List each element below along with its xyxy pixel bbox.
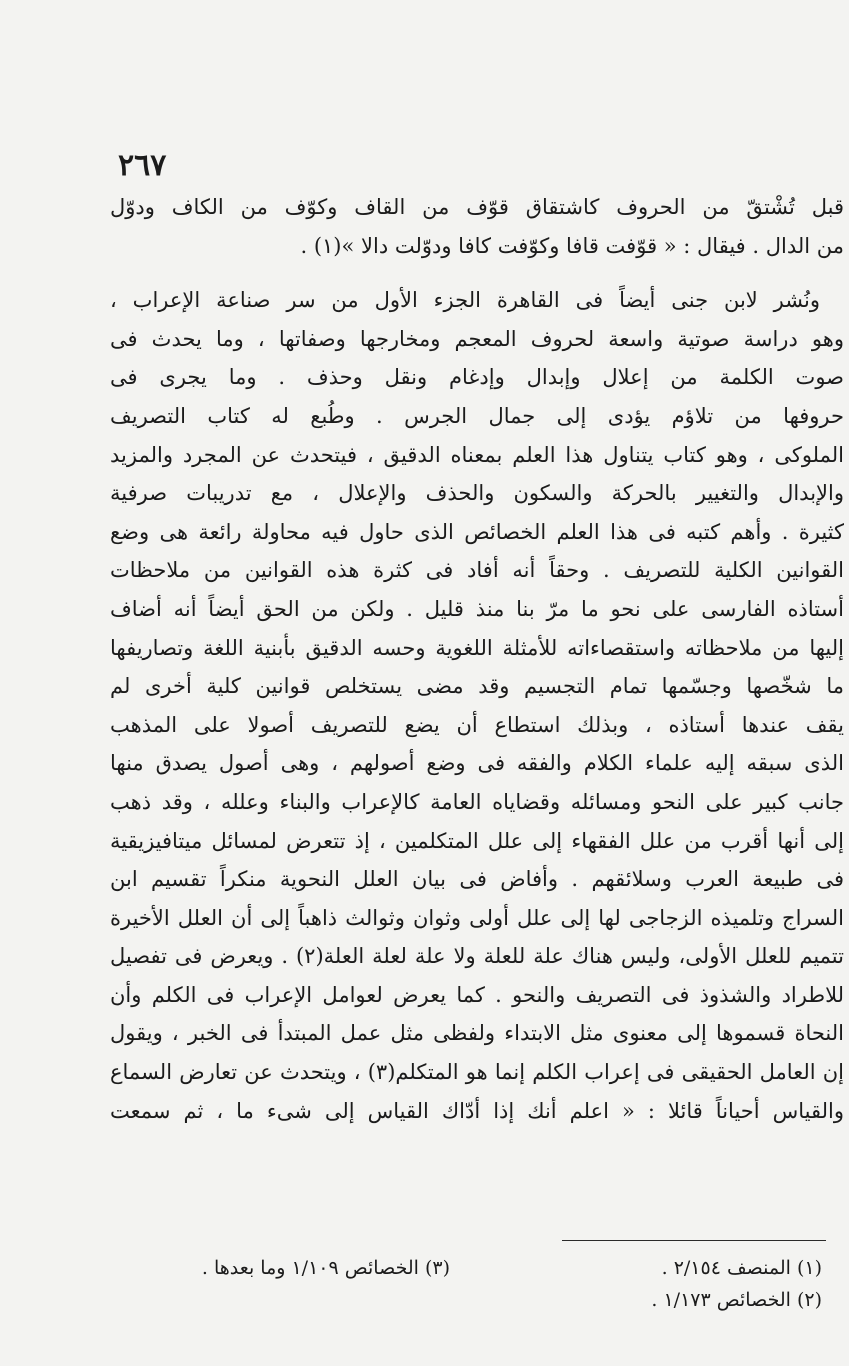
text-line: من الدال . فيقال : « قوّفت قافا وكوّفت كافا ودوّلت دالا »(١) . [300, 233, 844, 258]
text-line: جانب كبير على النحو ومسائله وقضاياه العامة كالإعراب والبناء وعلله ، وقد ذهب [110, 789, 844, 814]
paragraph-gap [110, 265, 844, 281]
text-line: إليها من ملاحظاته واستقصاءاته للأمثلة اللغوية وحسه الدقيق بأبنية اللغة وتصاريفها [110, 635, 844, 660]
footnote-1: (١) المنصف ٢/١٥٤ . [661, 1257, 822, 1279]
text-line: حروفها من تلاؤم يؤدى إلى جمال الجرس . وطُبع له كتاب التصريف [110, 403, 844, 428]
text-line: والإبدال والتغيير بالحركة والسكون والحذف والإعلال ، مع تدريبات صرفية [110, 481, 844, 506]
text-line: إن العامل الحقيقى فى إعراب الكلم إنما هو المتكلم(٣) ، ويتحدث عن تعارض السماع [110, 1060, 844, 1085]
page-number: ٢٦٧ [118, 148, 167, 183]
text-line: ما شخّصها وجسّمها تمام التجسيم وقد مضى يستخلص قوانين كلية أخرى لم [110, 674, 844, 699]
footnote-3: (٣) الخصائص ١/١٠٩ وما بعدها . [201, 1257, 450, 1279]
text-line: إلى أنها أقرب من علل الفقهاء إلى علل المتكلمين ، إذ تتعرض لمسائل ميتافيزيقية [110, 828, 844, 853]
text-line: تتميم للعلل الأولى، وليس هناك علة للعلة ولا علة لعلة العلة(٢) . ويعرض فى تفصيل [110, 944, 844, 969]
text-line: وهو دراسة صوتية واسعة لحروف المعجم ومخارجها وصفاتها ، وما يحدث فى [110, 326, 844, 351]
text-line: القوانين الكلية للتصريف . وحقاً أنه أفاد فى كثرة هذه القوانين من ملاحظات [110, 558, 844, 583]
text-line: فى طبيعة العرب وسلائقهم . وأفاض فى بيان العلل النحوية منكراً تقسيم ابن [110, 867, 844, 892]
text-line: يقف عندها أستاذه ، وبذلك استطاع أن يضع للتصريف أصولا على المذهب [110, 712, 844, 737]
text-line: الملوكى ، وهو كتاب يتناول هذا العلم بمعناه الدقيق ، فيتحدث عن المجرد والمزيد [110, 442, 844, 467]
text-line: كثيرة . وأهم كتبه فى هذا العلم الخصائص الذى حاول فيه محاولة رائعة هى وضع [110, 519, 844, 544]
text-line: للاطراد والشذوذ فى التصريف والنحو . كما يعرض لعوامل الإعراب فى الكلم وأن [110, 982, 844, 1007]
footnote-separator [562, 1240, 826, 1241]
text-line: السراج وتلميذه الزجاجى لها إلى علل أولى وثوان وثوالث ذاهباً إلى أن العلل الأخيرة [110, 905, 844, 930]
text-line: والقياس أحياناً قائلا : « اعلم أنك إذا أدّاك القياس إلى شىء ما ، ثم سمعت [110, 1098, 844, 1123]
text-line: ونُشر لابن جنى أيضاً فى القاهرة الجزء الأول من سر صناعة الإعراب ، [110, 288, 820, 313]
footnote-row [150, 1252, 822, 1284]
body-text [110, 188, 844, 1130]
footnotes [150, 1252, 822, 1316]
footnote-2: (٢) الخصائص ١/١٧٣ . [651, 1289, 822, 1311]
footnote-row [150, 1284, 822, 1316]
text-line: النحاة قسموها إلى معنوى مثل الابتداء ولفظى مثل عمل المبتدأ فى الخبر ، ويقول [110, 1021, 844, 1046]
text-line: أستاذه الفارسى على نحو ما مرّ بنا منذ قليل . ولكن من الحق أيضاً أنه أضاف [110, 596, 844, 621]
text-line: قبل تُشْتقّ من الحروف كاشتقاق قوّف من القاف وكوّف من الكاف ودوّل [110, 195, 844, 219]
text-line: صوت الكلمة من إعلال وإبدال وإدغام ونقل وحذف . وما يجرى فى [110, 365, 844, 390]
text-line: الذى سبقه إليه علماء الكلام والفقه فى وضع أصولهم ، وهى أصول يصدق منها [110, 751, 844, 776]
